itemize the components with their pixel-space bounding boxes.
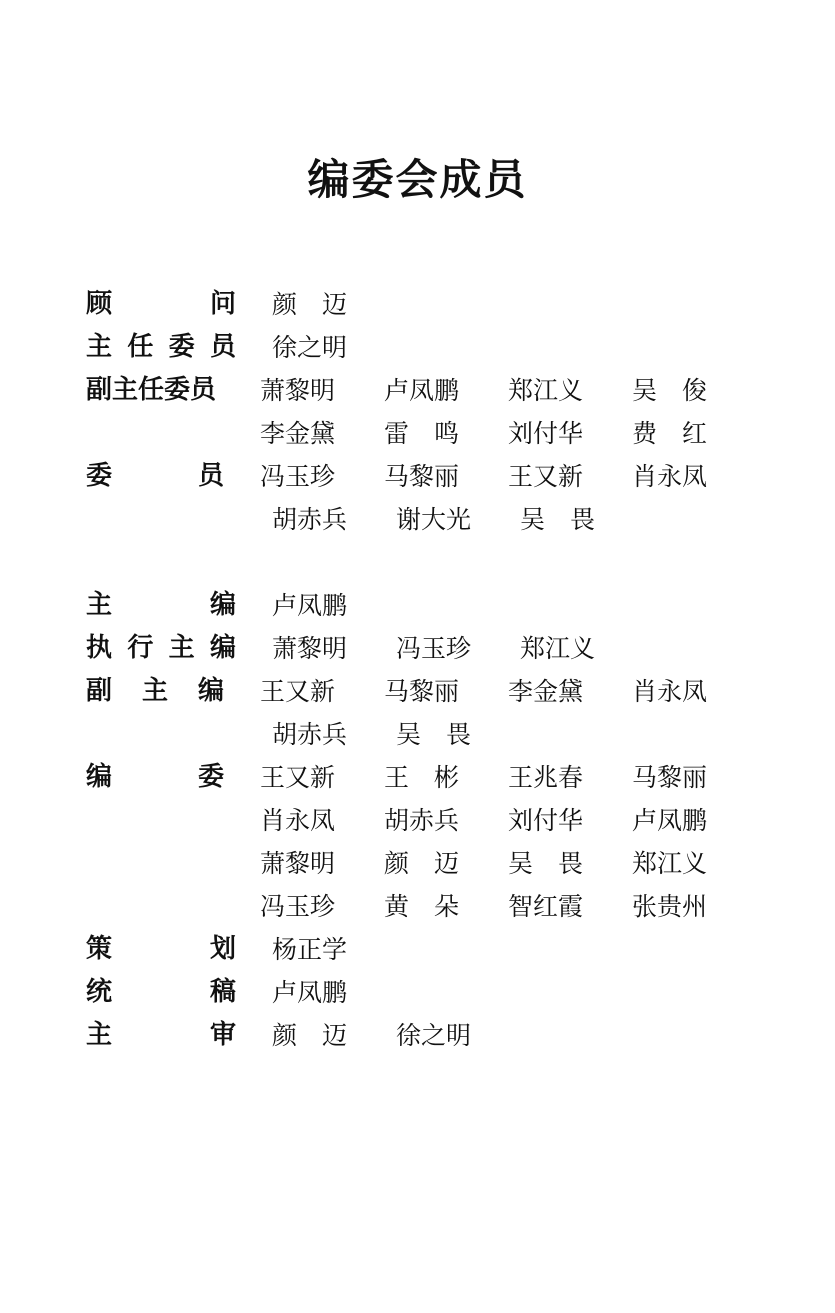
member-name: 卢凤鹏	[384, 376, 460, 405]
member-name: 徐之明	[272, 333, 348, 362]
member-name: 李金黛	[260, 419, 336, 448]
editorial-board-roster	[86, 283, 756, 1057]
role-label	[86, 326, 236, 369]
member-name: 肖永凤	[632, 677, 708, 706]
role-label	[86, 455, 224, 498]
roster-row	[86, 756, 756, 799]
role-label-char: 编	[197, 676, 224, 706]
roster-section	[86, 283, 756, 541]
role-label-char: 主	[86, 1020, 113, 1050]
roster-row	[86, 455, 756, 498]
member-name: 李金黛	[508, 677, 584, 706]
member-name: 郑江义	[632, 849, 708, 878]
member-names	[260, 756, 756, 799]
role-label-char: 副主任委员	[86, 375, 217, 405]
member-name: 黄 朵	[384, 892, 460, 921]
member-name: 冯玉珍	[260, 462, 336, 491]
role-label-char: 任	[127, 332, 154, 362]
roster-row	[86, 971, 756, 1014]
member-name: 马黎丽	[384, 462, 460, 491]
member-name: 颜 迈	[272, 1021, 348, 1050]
roster-row	[86, 1014, 756, 1057]
roster-row	[86, 670, 756, 713]
page-title: 编委会成员	[307, 155, 528, 204]
member-name: 吴 俊	[632, 376, 708, 405]
member-name: 吴 畏	[508, 849, 584, 878]
role-label-char: 策	[86, 934, 113, 964]
roster-section	[86, 584, 756, 1057]
roster-row	[86, 412, 756, 455]
role-label-char: 执	[86, 633, 113, 663]
member-names	[260, 885, 756, 928]
member-name: 胡赤兵	[272, 505, 348, 534]
member-name: 杨正学	[272, 935, 348, 964]
role-label	[86, 1014, 236, 1057]
roster-row	[86, 713, 756, 756]
member-name: 冯玉珍	[396, 634, 472, 663]
role-label-char: 编	[209, 590, 236, 620]
roster-row	[86, 885, 756, 928]
role-label-char: 统	[86, 977, 113, 1007]
role-label-char: 问	[209, 289, 236, 319]
member-name: 胡赤兵	[272, 720, 348, 749]
role-label-char: 编	[86, 762, 113, 792]
member-names	[260, 842, 756, 885]
role-label-char: 委	[197, 762, 224, 792]
role-label	[86, 670, 224, 713]
member-name: 胡赤兵	[384, 806, 460, 835]
member-name: 谢大光	[396, 505, 472, 534]
role-label-char: 编	[209, 633, 236, 663]
member-names	[272, 971, 396, 1014]
role-label-char: 主	[86, 332, 113, 362]
roster-row	[86, 584, 756, 627]
role-label	[86, 283, 236, 326]
role-label-char: 行	[127, 633, 154, 663]
member-name: 马黎丽	[632, 763, 708, 792]
member-name: 萧黎明	[260, 849, 336, 878]
role-label-char: 委	[86, 461, 113, 491]
member-name: 颜 迈	[384, 849, 460, 878]
member-name: 冯玉珍	[260, 892, 336, 921]
member-name: 萧黎明	[260, 376, 336, 405]
role-label-char: 主	[141, 676, 168, 706]
member-name: 马黎丽	[384, 677, 460, 706]
member-names	[260, 412, 756, 455]
role-label	[86, 627, 236, 670]
member-names	[260, 670, 756, 713]
member-names	[272, 326, 396, 369]
member-name: 王又新	[260, 677, 336, 706]
role-label-char: 员	[197, 461, 224, 491]
roster-row	[86, 326, 756, 369]
role-label-char: 划	[209, 934, 236, 964]
member-name: 卢凤鹏	[632, 806, 708, 835]
member-names	[272, 713, 520, 756]
member-name: 王 彬	[384, 763, 460, 792]
roster-row	[86, 498, 756, 541]
roster-row	[86, 799, 756, 842]
role-label-char: 审	[209, 1020, 236, 1050]
member-names	[260, 369, 756, 412]
role-label	[86, 369, 224, 412]
member-name: 肖永凤	[260, 806, 336, 835]
roster-row	[86, 928, 756, 971]
member-names	[272, 283, 396, 326]
member-names	[272, 928, 396, 971]
role-label	[86, 756, 224, 799]
member-name: 王又新	[508, 462, 584, 491]
roster-row	[86, 842, 756, 885]
role-label	[86, 928, 236, 971]
member-name: 王兆春	[508, 763, 584, 792]
member-names	[260, 799, 756, 842]
member-name: 王又新	[260, 763, 336, 792]
role-label-char: 员	[209, 332, 236, 362]
role-label	[86, 971, 236, 1014]
role-label	[86, 584, 236, 627]
member-name: 吴 畏	[520, 505, 596, 534]
role-label-char: 委	[168, 332, 195, 362]
member-name: 卢凤鹏	[272, 978, 348, 1007]
roster-row	[86, 369, 756, 412]
member-name: 雷 鸣	[384, 419, 460, 448]
member-name: 郑江义	[508, 376, 584, 405]
member-name: 肖永凤	[632, 462, 708, 491]
member-name: 吴 畏	[396, 720, 472, 749]
member-names	[272, 627, 644, 670]
roster-row	[86, 283, 756, 326]
member-name: 颜 迈	[272, 290, 348, 319]
member-name: 卢凤鹏	[272, 591, 348, 620]
roster-row	[86, 627, 756, 670]
member-name: 萧黎明	[272, 634, 348, 663]
member-names	[272, 498, 644, 541]
role-label-char: 主	[168, 633, 195, 663]
member-name: 郑江义	[520, 634, 596, 663]
role-label-char: 主	[86, 590, 113, 620]
member-name: 张贵州	[632, 892, 708, 921]
member-name: 刘付华	[508, 419, 584, 448]
member-names	[272, 584, 396, 627]
member-names	[260, 455, 756, 498]
role-label-char: 顾	[86, 289, 113, 319]
member-name: 费 红	[632, 419, 708, 448]
member-name: 智红霞	[508, 892, 584, 921]
member-name: 刘付华	[508, 806, 584, 835]
member-name: 徐之明	[396, 1021, 472, 1050]
role-label-char: 副	[86, 676, 113, 706]
role-label-char: 稿	[209, 977, 236, 1007]
member-names	[272, 1014, 520, 1057]
